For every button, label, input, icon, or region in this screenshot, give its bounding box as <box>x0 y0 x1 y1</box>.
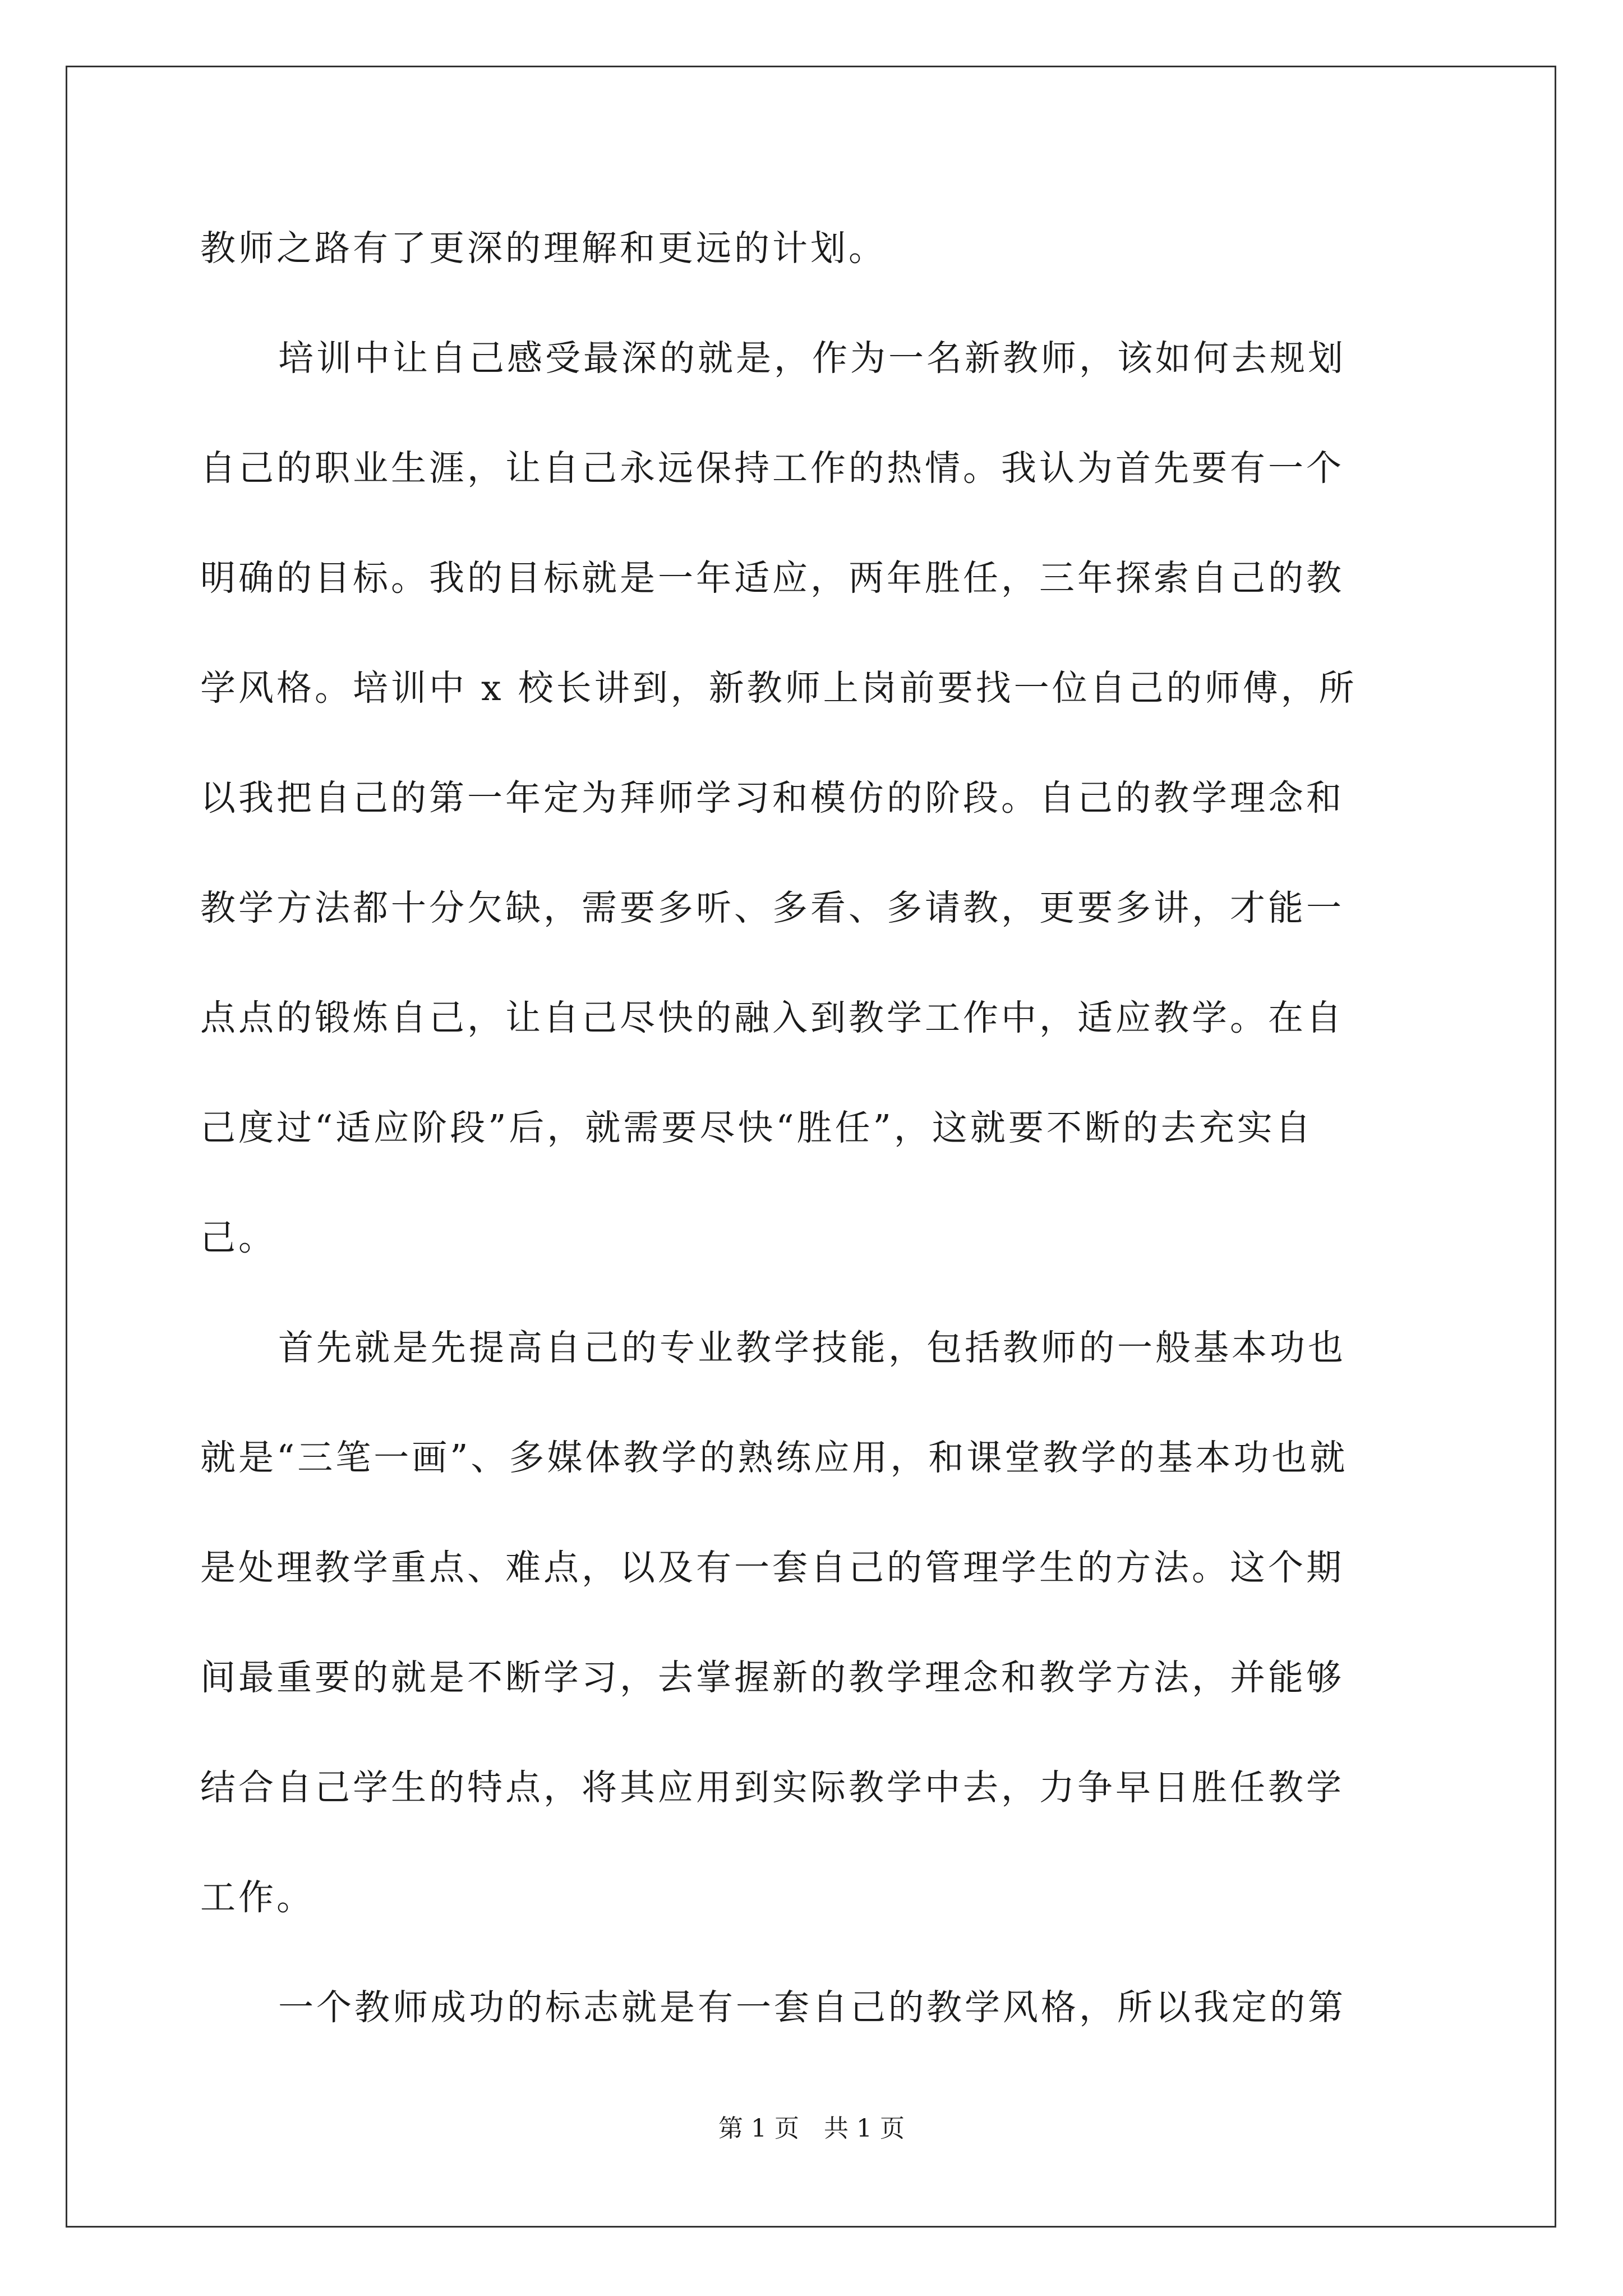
text-line: 己度过“适应阶段”后，就需要尽快“胜任”，这就要不断的去充实自 <box>200 1107 1313 1148</box>
text-line: 结合自己学生的特点，将其应用到实际教学中去，力争早日胜任教学 <box>200 1767 1344 1808</box>
text-line: 是处理教学重点、难点，以及有一套自己的管理学生的方法。这个期 <box>200 1547 1344 1588</box>
text-line: 以我把自己的第一年定为拜师学习和模仿的阶段。自己的教学理念和 <box>200 777 1344 818</box>
paragraph-start-line: 首先就是先提高自己的专业教学技能，包括教师的一般基本功也 <box>278 1327 1346 1368</box>
text-line: 工作。 <box>200 1877 315 1918</box>
text-line: 就是“三笔一画”、多媒体教学的熟练应用，和课堂教学的基本功也就 <box>200 1437 1348 1478</box>
text-line: 教师之路有了更深的理解和更远的计划。 <box>200 228 887 269</box>
text-line: 间最重要的就是不断学习，去掌握新的教学理念和教学方法，并能够 <box>200 1657 1344 1698</box>
text-line: 己。 <box>200 1217 276 1258</box>
text-line: 教学方法都十分欠缺，需要多听、多看、多请教，更要多讲，才能一 <box>200 887 1344 928</box>
text-line: 学风格。培训中 x 校长讲到，新教师上岗前要找一位自己的师傅，所 <box>200 668 1357 708</box>
document-body <box>200 217 1431 2086</box>
text-line: 自己的职业生涯，让自己永远保持工作的热情。我认为首先要有一个 <box>200 448 1344 489</box>
page-number-footer: 第 1 页 共 1 页 <box>718 2114 905 2143</box>
paragraph-start-line: 培训中让自己感受最深的就是，作为一名新教师，该如何去规划 <box>278 338 1346 379</box>
text-line: 明确的目标。我的目标就是一年适应，两年胜任，三年探索自己的教 <box>200 558 1344 599</box>
text-line: 点点的锻炼自己，让自己尽快的融入到教学工作中，适应教学。在自 <box>200 997 1344 1038</box>
paragraph-start-line: 一个教师成功的标志就是有一套自己的教学风格，所以我定的第 <box>278 1987 1346 2028</box>
